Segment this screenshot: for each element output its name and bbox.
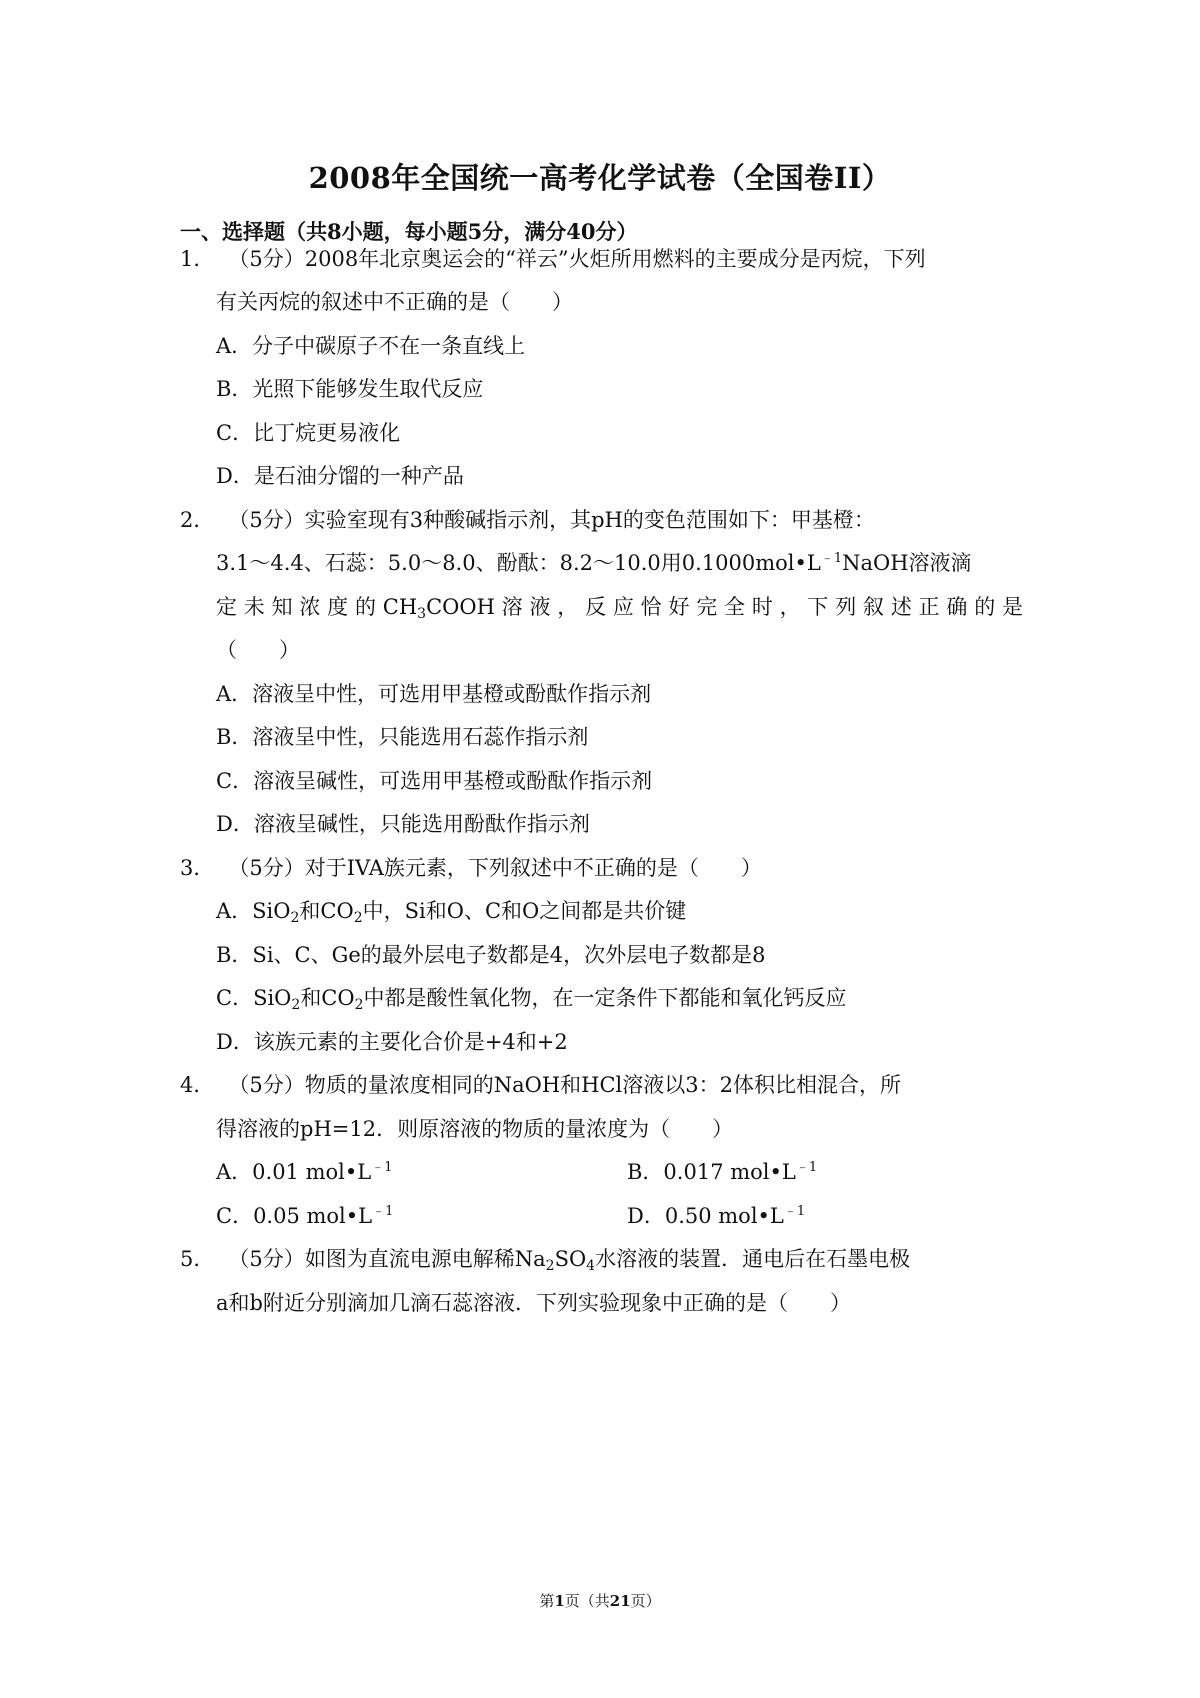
subscript: 2: [354, 997, 364, 1013]
subscript: 2: [353, 910, 363, 926]
question-2-line-2: [216, 548, 972, 578]
subscript: 2: [290, 910, 300, 926]
text-fragment: 和CO: [300, 986, 355, 1010]
superscript: ﹣1: [371, 1160, 393, 1175]
text-fragment: C．SiO: [216, 986, 292, 1010]
question-2-line-3: [216, 592, 1023, 622]
option-text: B．0.017 mol•L: [627, 1160, 796, 1184]
text-fragment: 中，Si和O、C和O之间都是共价键: [362, 899, 687, 923]
text-fragment: （5分）如图为直流电源电解稀Na: [228, 1247, 546, 1271]
question-4-option-d: [627, 1201, 805, 1231]
text-fragment: A．SiO: [216, 899, 291, 923]
question-4-option-c: [216, 1201, 393, 1231]
question-3-option-b: B．Si、C、Ge的最外层电子数都是4，次外层电子数都是8: [216, 943, 766, 967]
question-text: （5分）物质的量浓度相同的NaOH和HCl溶液以3：2体积比相混合，所: [228, 1073, 901, 1097]
question-text: （5分）实验室现有3种酸碱指示剂，其pH的变色范围如下：甲基橙：: [228, 508, 875, 532]
page-footer: [0, 1590, 1200, 1612]
superscript: ﹣1: [795, 1160, 818, 1175]
text-fragment: 中都是酸性氧化物，在一定条件下都能和氧化钙反应: [363, 986, 847, 1010]
footer-middle: 页（共: [564, 1592, 610, 1610]
question-3-option-d: D．该族元素的主要化合价是+4和+2: [216, 1030, 568, 1054]
text-fragment: 和CO: [299, 899, 354, 923]
question-5-line-1: [180, 1244, 910, 1274]
question-1-option-b: B．光照下能够发生取代反应: [216, 377, 484, 401]
question-5-line-2: a和b附近分别滴加几滴石蕊溶液．下列实验现象中正确的是（ ）: [216, 1291, 851, 1315]
text-fragment: NaOH溶液滴: [842, 551, 972, 575]
subscript: 2: [291, 997, 301, 1013]
question-number: 3．: [180, 856, 215, 880]
superscript: ﹣1: [820, 551, 843, 566]
text-fragment: COOH溶液，反应恰好完全时，下列叙述正确的是: [426, 595, 1023, 619]
question-3-option-c: [216, 983, 847, 1013]
current-page-number: 1: [554, 1592, 565, 1610]
footer-prefix: 第: [539, 1592, 555, 1610]
subscript: 2: [545, 1258, 555, 1274]
question-number: 4．: [180, 1073, 215, 1097]
option-text: D．0.50 mol•L: [627, 1204, 784, 1228]
question-2-option-b: B．溶液呈中性，只能选用石蕊作指示剂: [216, 725, 589, 749]
question-2-option-c: C．溶液呈碱性，可选用甲基橙或酚酞作指示剂: [216, 769, 653, 793]
question-4-line-2: 得溶液的pH=12．则原溶液的物质的量浓度为（ ）: [216, 1117, 734, 1141]
question-3-line-1: [180, 853, 762, 883]
question-text: （5分）对于IVA族元素，下列叙述中不正确的是（ ）: [228, 856, 762, 880]
text-fragment: 定未知浓度的CH: [216, 595, 418, 619]
text-fragment: 水溶液的装置．通电后在石墨电极: [595, 1247, 911, 1271]
subscript: 3: [417, 606, 427, 622]
question-text: [228, 1244, 910, 1274]
option-text: A．0.01 mol•L: [216, 1160, 372, 1184]
page-title: 2008年全国统一高考化学试卷（全国卷II）: [308, 161, 892, 195]
question-4-option-b: [627, 1157, 817, 1187]
question-1-option-c: C．比丁烷更易液化: [216, 421, 401, 445]
question-2-line-4: （ ）: [216, 638, 300, 662]
question-number: 5．: [180, 1247, 215, 1271]
question-1-option-a: A．分子中碳原子不在一条直线上: [216, 334, 526, 358]
subscript: 4: [586, 1258, 596, 1274]
superscript: ﹣1: [783, 1204, 806, 1219]
question-number: 1．: [180, 247, 215, 271]
footer-suffix: 页）: [630, 1592, 661, 1610]
question-3-option-a: [216, 896, 686, 926]
question-4-line-1: [180, 1070, 901, 1100]
superscript: ﹣1: [372, 1204, 394, 1219]
question-4-option-a: [216, 1157, 392, 1187]
question-2-option-d: D．溶液呈碱性，只能选用酚酞作指示剂: [216, 812, 590, 836]
total-page-count: 21: [609, 1592, 631, 1610]
question-2-line-1: [180, 505, 875, 535]
question-number: 2．: [180, 508, 215, 532]
question-1-option-d: D．是石油分馏的一种产品: [216, 464, 464, 488]
question-1-line-1: [180, 244, 926, 274]
text-fragment: 3.1～4.4、石蕊：5.0～8.0、酚酞：8.2～10.0用0.1000mol•L: [216, 551, 821, 575]
question-1-line-2: 有关丙烷的叙述中不正确的是（ ）: [216, 290, 573, 314]
option-text: C．0.05 mol•L: [216, 1204, 373, 1228]
question-2-option-a: A．溶液呈中性，可选用甲基橙或酚酞作指示剂: [216, 682, 652, 706]
text-fragment: SO: [554, 1247, 587, 1271]
question-text: （5分）2008年北京奥运会的“祥云”火炬所用燃料的主要成分是丙烷，下列: [228, 247, 926, 271]
section-heading: 一、选择题（共8小题，每小题5分，满分40分）: [180, 219, 638, 244]
